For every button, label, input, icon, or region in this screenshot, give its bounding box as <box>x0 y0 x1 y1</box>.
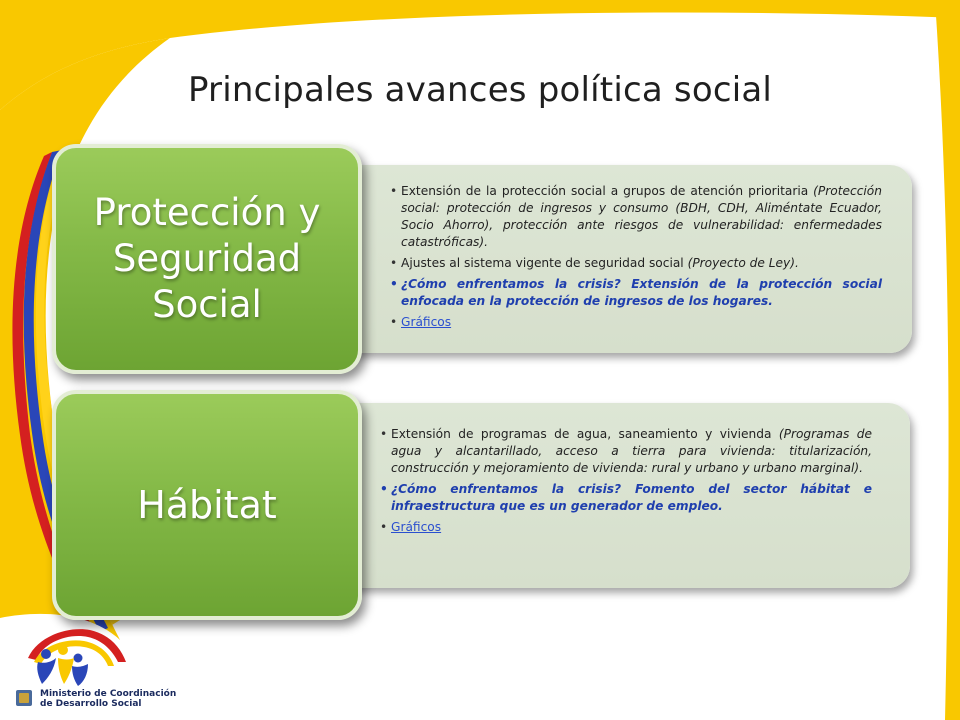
ministry-name-line: de Desarrollo Social <box>40 699 142 709</box>
logo-figure-body <box>58 658 74 684</box>
bullet-text: Extensión de la protección social a grupos de atención prioritaria <box>401 184 814 198</box>
list-item <box>390 255 882 272</box>
slide-title: Principales avances política social <box>187 70 773 110</box>
list-item-crisis <box>380 481 872 515</box>
bullet-text: Ajustes al sistema vigente de seguridad social <box>401 256 688 270</box>
list-item <box>390 183 882 251</box>
graficos-link[interactable]: Gráficos <box>401 315 452 329</box>
logo-figure-body <box>72 664 88 686</box>
heading-line: Protección y <box>93 191 321 234</box>
habitat-content-panel <box>300 403 910 588</box>
habitat-heading-box <box>52 390 362 620</box>
heading-line: Seguridad <box>112 237 302 280</box>
habitat-bullet-list <box>380 426 872 540</box>
protection-bullet-list <box>390 183 882 335</box>
logo-figure-head <box>58 645 68 655</box>
protection-heading <box>94 190 321 328</box>
bullet-italic-text: (Protección social: protección de ingresos y consumo (BDH, CDH, Aliméntate Ecuador, Socio Ahorro), protección ante riesgos de vulnerabilidad: enfermedades catastróficas). <box>401 184 882 249</box>
habitat-heading: Hábitat <box>137 483 277 527</box>
list-item-link <box>390 314 882 331</box>
logo-figure-head <box>41 649 51 659</box>
logo-figure-head <box>74 654 83 663</box>
list-item <box>380 426 872 477</box>
bullet-italic-text: (Programas de agua y alcantarillado, acceso a tierra para vivienda: titularización, construcción y mejoramiento de vivienda: rural y urbano y urbano marginal). <box>391 427 872 475</box>
bullet-italic-text: (Proyecto de Ley). <box>687 256 799 270</box>
list-item-link <box>380 519 872 536</box>
protection-heading-box <box>52 144 362 374</box>
protection-content-panel <box>300 165 912 353</box>
bullet-text: Extensión de programas de agua, saneamiento y vivienda <box>391 427 779 441</box>
yellow-right-edge <box>935 0 960 720</box>
bullet-text: ¿Cómo enfrentamos la crisis? Fomento del sector hábitat e infraestructura que es un generador de empleo. <box>391 482 872 513</box>
list-item-crisis <box>390 276 882 310</box>
graficos-link[interactable]: Gráficos <box>391 520 442 534</box>
heading-line: Social <box>152 283 262 326</box>
ministry-name <box>40 689 176 709</box>
bullet-text: ¿Cómo enfrentamos la crisis? Extensión de la protección social enfocada en la protección de ingresos de los hogares. <box>401 277 882 308</box>
ministry-name-line: Ministerio de Coordinación <box>40 689 177 699</box>
logo-emblem-inner <box>19 693 29 703</box>
